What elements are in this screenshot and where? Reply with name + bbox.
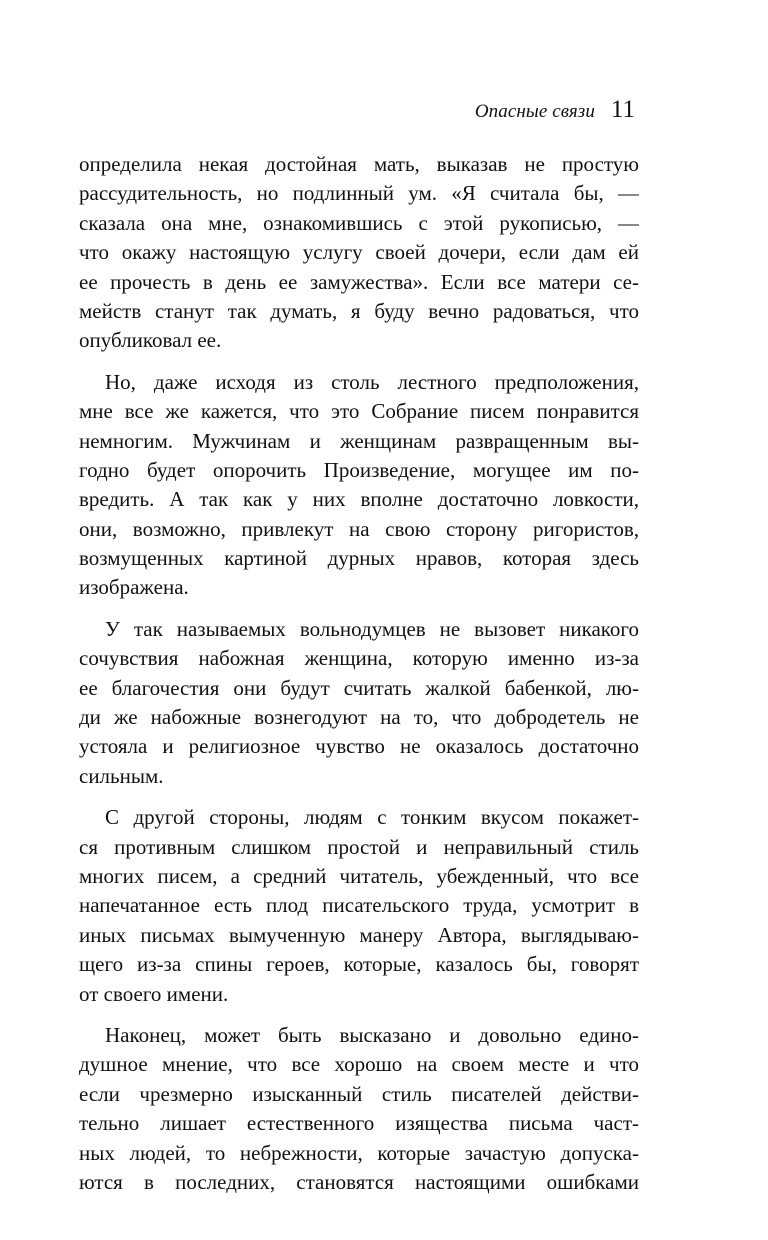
- text-line: немногим. Мужчинам и женщинам развращенным вы-: [79, 428, 639, 453]
- running-head: [475, 96, 635, 124]
- text-line: мне все же кажется, что это Собрание писем понравится: [79, 399, 639, 424]
- text-line: они, возможно, привлекут на свою сторону ригористов,: [79, 516, 639, 541]
- body-text: [79, 150, 639, 1197]
- text-line: годно будет опорочить Произведение, могущее им по-: [79, 457, 639, 482]
- text-line: мейств станут так думать, я буду вечно радоваться, что: [79, 298, 639, 323]
- text-line: многих писем, а средний читатель, убежденный, что все: [79, 863, 639, 888]
- paragraph-2: [79, 368, 639, 603]
- text-line: устояла и религиозное чувство не оказалось достаточно: [79, 734, 639, 759]
- text-line: ся противным слишком простой и неправильный стиль: [79, 834, 639, 859]
- text-line: С другой стороны, людям с тонким вкусом покажет-: [105, 805, 639, 830]
- text-line: опубликовал ее.: [79, 328, 222, 353]
- text-line: иных письмах вымученную манеру Автора, выглядываю-: [79, 922, 639, 947]
- paragraph-gap: [79, 356, 639, 368]
- text-line: щего из-за спины героев, которые, казалось бы, говорят: [79, 952, 639, 977]
- book-title: Опасные связи: [474, 101, 595, 122]
- paragraph-gap: [79, 1009, 639, 1021]
- text-line: сильным.: [79, 763, 164, 788]
- text-line: Но, даже исходя из столь лестного предположения,: [105, 369, 639, 394]
- text-line: возмущенных картиной дурных нравов, которая здесь: [79, 546, 639, 571]
- text-line: изображена.: [79, 575, 189, 600]
- page-number: 11: [610, 96, 635, 123]
- text-line: от своего имени.: [79, 981, 229, 1006]
- text-line: душное мнение, что все хорошо на своем месте и что: [79, 1052, 639, 1077]
- text-line: тельно лишает естественного изящества письма част-: [79, 1111, 639, 1136]
- text-line: сочувствия набожная женщина, которую именно из-за: [79, 646, 639, 671]
- text-line: У так называемых вольнодумцев не вызовет никакого: [105, 616, 639, 641]
- text-line: ются в последних, становятся настоящими ошибками: [79, 1169, 639, 1194]
- paragraph-3: [79, 615, 639, 791]
- text-line: что окажу настоящую услугу своей дочери, если дам ей: [79, 240, 639, 265]
- paragraph-gap: [79, 603, 639, 615]
- text-line: ее благочестия они будут считать жалкой бабенкой, лю-: [79, 675, 639, 700]
- paragraph-1: [79, 150, 639, 356]
- text-line: определила некая достойная мать, выказав не простую: [79, 152, 639, 176]
- text-line: сказала она мне, ознакомившись с этой рукописью, —: [79, 210, 639, 235]
- text-line: ных людей, то небрежности, которые зачастую допуска-: [79, 1140, 639, 1165]
- text-line: Наконец, может быть высказано и довольно едино-: [105, 1022, 639, 1047]
- text-line: если чрезмерно изысканный стиль писателей действи-: [79, 1081, 639, 1106]
- text-line: ее прочесть в день ее замужества». Если все матери се-: [79, 269, 639, 294]
- paragraph-4: [79, 803, 639, 1009]
- paragraph-5: [79, 1021, 639, 1197]
- paragraph-gap: [79, 791, 639, 803]
- text-line: напечатанное есть плод писательского труда, усмотрит в: [79, 893, 639, 918]
- text-line: рассудительность, но подлинный ум. «Я считала бы, —: [79, 181, 639, 206]
- text-line: вредить. А так как у них вполне достаточно ловкости,: [79, 487, 639, 512]
- text-line: ди же набожные вознегодуют на то, что добродетель не: [79, 705, 639, 730]
